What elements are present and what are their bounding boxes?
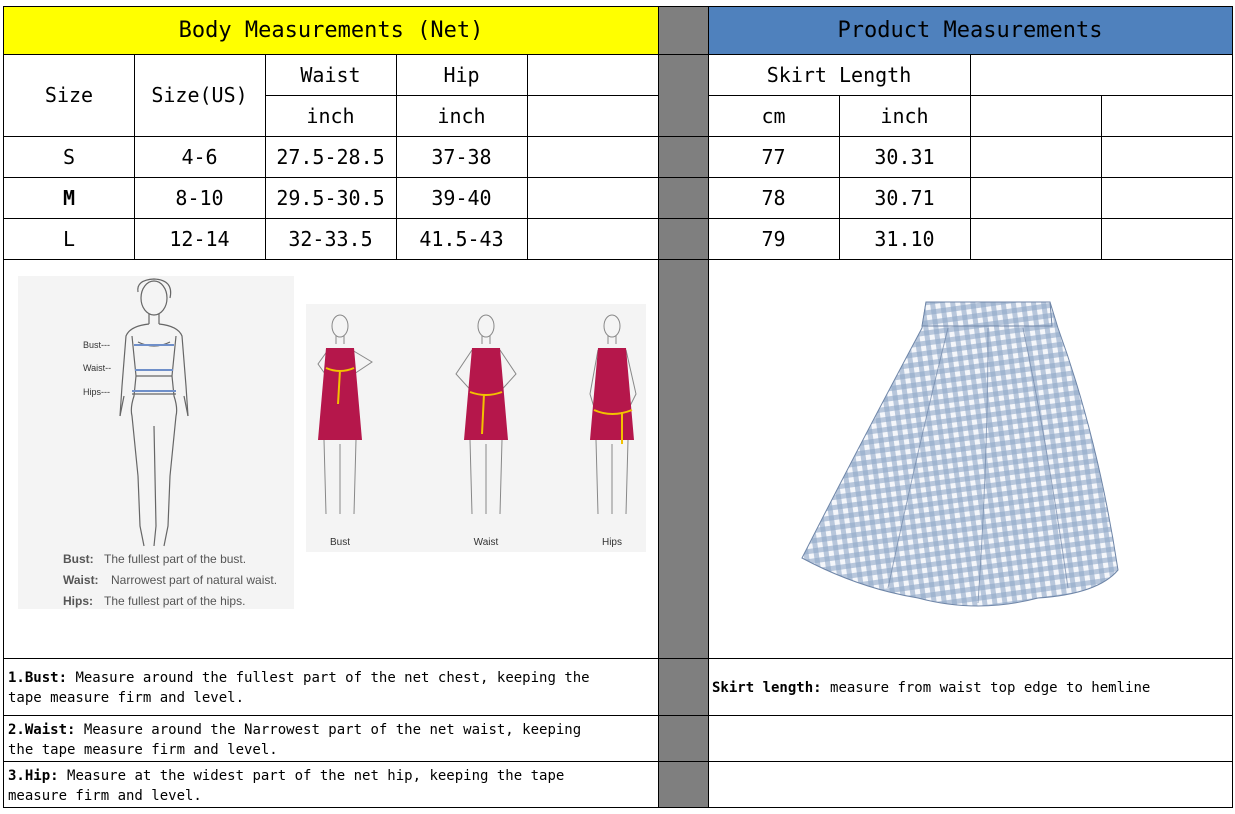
row-s-hip: 37-38 [431, 144, 492, 169]
grid-line [527, 54, 528, 259]
grid-line [265, 54, 266, 259]
unit-cm: cm [761, 103, 786, 128]
col-skirt-length-header: Skirt Length [766, 62, 912, 87]
note-waist-label: 2.Waist: [8, 722, 76, 738]
hips-mark-label: Hips--- [83, 387, 110, 397]
grid-line [396, 54, 397, 259]
unit-inch: inch [880, 103, 929, 128]
row-m-size-us: 8-10 [175, 185, 224, 210]
grid-line [134, 54, 135, 259]
col-hip-header: Hip [443, 62, 480, 87]
row-l-waist: 32-33.5 [288, 226, 373, 251]
note-bust-line2: tape measure firm and level. [8, 690, 245, 706]
note-bust-line1: Measure around the fullest part of the net chest, keeping the [75, 670, 590, 686]
grid-line [839, 95, 840, 259]
note-hip-line2: measure firm and level. [8, 788, 202, 804]
product-measurements-title: Product Measurements [708, 7, 1232, 54]
row-m-inch: 30.71 [874, 185, 935, 210]
grid-line [3, 715, 1233, 716]
caption-bust: Bust [329, 537, 351, 548]
fig1-waist-label: Waist: [63, 573, 99, 587]
grid-line [1101, 95, 1102, 259]
bust-mark-label: Bust--- [83, 340, 110, 350]
note-skirt-label: Skirt length: [712, 680, 822, 696]
fig1-waist-text: Narrowest part of natural waist. [111, 573, 278, 587]
waist-mark-label: Waist-- [83, 363, 112, 373]
note-skirt-length [708, 678, 1232, 698]
note-waist [4, 720, 658, 760]
note-hip-line1: Measure at the widest part of the net hip, keeping the tape [67, 768, 565, 784]
col-size-header: Size [44, 83, 94, 107]
row-m-size: M [62, 185, 76, 210]
grid-line [3, 136, 1233, 137]
grid-line [3, 761, 1233, 762]
col-waist-header: Waist [300, 62, 361, 87]
grid-line [3, 6, 4, 808]
grid-line [970, 54, 971, 259]
unit-waist: inch [306, 103, 355, 128]
row-l-hip: 41.5-43 [419, 226, 504, 251]
grid-line [3, 218, 1233, 219]
caption-waist: Waist [473, 537, 499, 548]
grid-line [658, 6, 659, 808]
row-s-size-us: 4-6 [181, 144, 218, 169]
row-l-size-us: 12-14 [169, 226, 230, 251]
note-skirt-text: measure from waist top edge to hemline [830, 680, 1151, 696]
body-measurements-title: Body Measurements (Net) [4, 7, 658, 54]
row-m-waist: 29.5-30.5 [276, 185, 385, 210]
separator-column [658, 7, 708, 807]
grid-line [1232, 6, 1233, 808]
grid-line [3, 259, 1233, 260]
grid-line [265, 95, 658, 96]
note-hip [4, 766, 658, 806]
grid-line [3, 658, 1233, 659]
grid-line [3, 54, 1233, 55]
grid-line [3, 177, 1233, 178]
fig1-bust-label: Bust: [63, 552, 94, 566]
col-size-us-header: Size(US) [151, 83, 248, 107]
caption-hips: Hips [601, 537, 623, 548]
grid-line [3, 6, 1233, 7]
note-waist-line2: the tape measure firm and level. [8, 742, 278, 758]
note-hip-label: 3.Hip: [8, 768, 59, 784]
note-waist-line1: Measure around the Narrowest part of the net waist, keeping [83, 722, 582, 738]
grid-line [708, 6, 709, 808]
gingham-skirt-image [798, 298, 1124, 616]
row-l-inch: 31.10 [874, 226, 935, 251]
row-s-waist: 27.5-28.5 [276, 144, 385, 169]
unit-hip: inch [437, 103, 486, 128]
row-l-size: L [62, 226, 76, 251]
row-s-size: S [62, 144, 76, 169]
body-measure-figure [18, 276, 294, 609]
row-s-inch: 30.31 [874, 144, 935, 169]
row-m-cm: 78 [761, 185, 786, 210]
grid-line [3, 807, 1233, 808]
note-bust [4, 668, 658, 708]
dress-measure-figure [306, 304, 646, 552]
fig1-hips-text: The fullest part of the hips. [104, 594, 246, 608]
fig1-hips-label: Hips: [63, 594, 93, 608]
row-m-hip: 39-40 [431, 185, 492, 210]
note-bust-label: 1.Bust: [8, 670, 68, 686]
fig1-bust-text: The fullest part of the bust. [104, 552, 247, 566]
row-l-cm: 79 [761, 226, 786, 251]
row-s-cm: 77 [761, 144, 786, 169]
